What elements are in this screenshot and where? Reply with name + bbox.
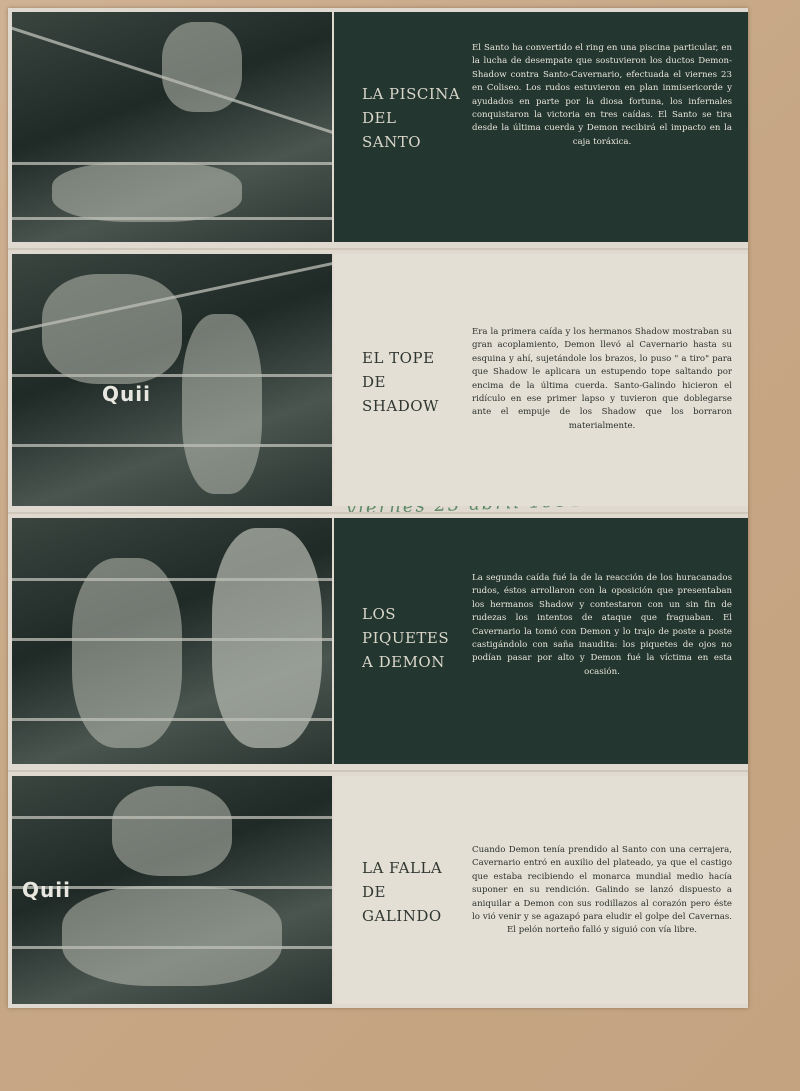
wrestling-photo-3 — [12, 518, 332, 764]
article-panel-2 — [334, 254, 748, 506]
arena-banner: Quii — [22, 878, 71, 902]
article-body: El Santo ha convertido el ring en una piscina particular, en la lucha de desempate que sostuvieron los ductos Demon-Shadow contra Santo-Cavernario, efectuada el viernes 23 en Coliseo. Los rudos estuvieron en plan inmisericorde y ayudados en parte por la diosa fortuna, los infernales conquistaron la victoria en tres caídas. El Santo se tira desde la última cuerda y Demon recibirá el impacto en la caja toráxica. — [472, 43, 732, 147]
article-body: Cuando Demon tenía prendido al Santo con una cerrajera, Cavernario entró en auxilio del plateado, ya que el castigo que estaba recibiendo el monarca mundial medio hacía suponer en su rendición. Galindo se lanzó dispuesto a aniquilar a Demon con sus rodillazos al corazón pero éste lo vió venir y se agazapó para eludir el golpe del Cavernas. El pelón norteño falló y siguió con vía libre. — [472, 845, 732, 936]
article-headline: LOS PIQUETES A DEMON — [362, 605, 450, 671]
wrestling-photo-1 — [12, 12, 332, 242]
article-panel-3 — [334, 518, 748, 764]
article-row-1 — [8, 8, 748, 246]
arena-banner: Quii — [102, 382, 151, 406]
article-panel-4 — [334, 776, 748, 1004]
article-headline: EL TOPE DE SHADOW — [362, 349, 439, 415]
article-headline: LA FALLA DE GALINDO — [362, 859, 443, 925]
article-panel-1 — [334, 12, 748, 242]
article-row-2 — [8, 250, 748, 510]
article-row-3 — [8, 514, 748, 768]
article-body: Era la primera caída y los hermanos Shadow mostraban su gran acoplamiento, Demon llevó al Cavernario hasta su esquina y ahí, sujetándole los brazos, lo puso " a tiro" para que Shadow le aplicara un estupendo tope saltando por encima de la última cuerda. Santo-Galindo hicieron el ridículo en ese primer lapso y tuvieron que doblegarse ante el empuje de los Shadow que los borraron materialmente. — [472, 327, 732, 431]
article-headline: LA PISCINA DEL SANTO — [362, 85, 461, 151]
newspaper-clipping — [8, 8, 748, 1008]
wrestling-photo-4 — [12, 776, 332, 1004]
wrestling-photo-2 — [12, 254, 332, 506]
article-body: La segunda caída fué la de la reacción de los huracanados rudos, éstos arrollaron con la oposición que presentaban los hermanos Shadow y contestaron con un sin fin de rudezas los intentos de ataque que fraguaban. El Cavernario la tomó con Demon y lo trajo de poste a poste castigándolo con saña inaudita: los piquetes de ojos no podían pasar por alto y Demon fué la víctima en esta ocasión. — [472, 573, 732, 677]
article-row-4 — [8, 772, 748, 1008]
